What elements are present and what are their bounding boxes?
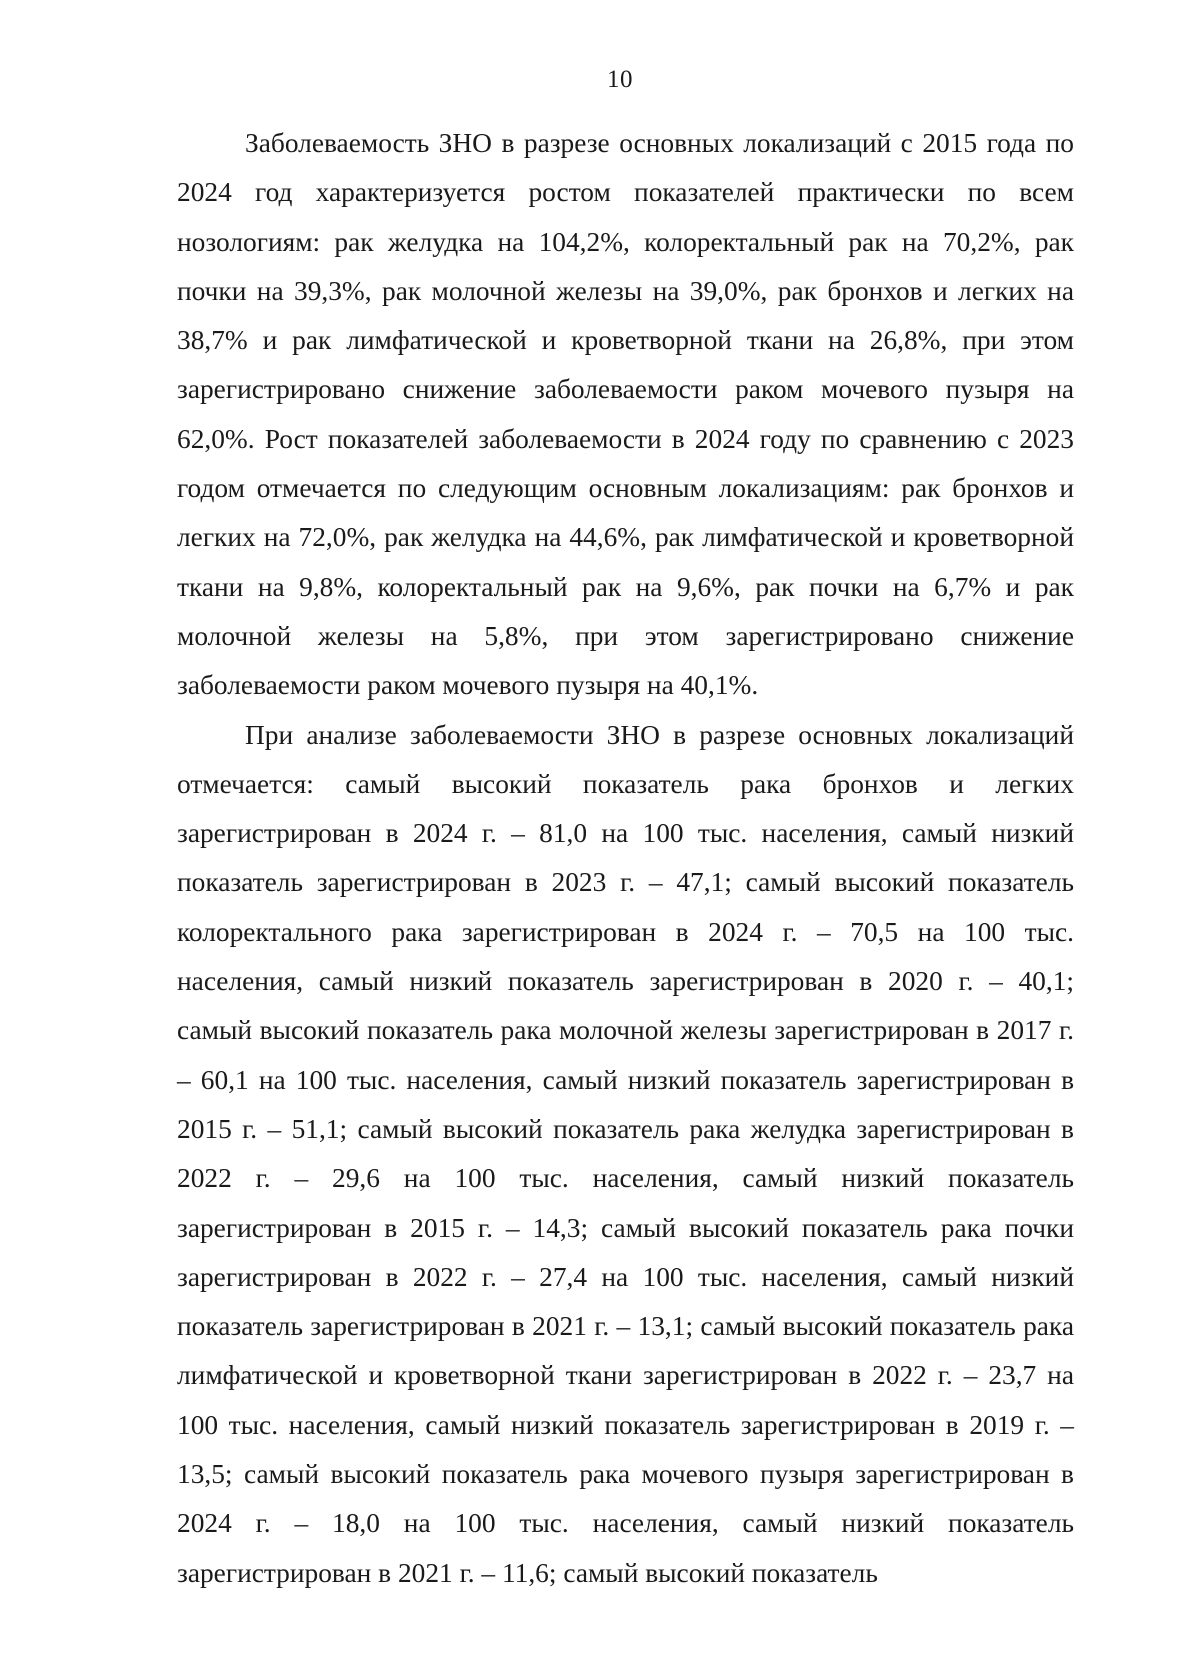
page-number: 10 xyxy=(607,66,633,93)
paragraph-incidence-analysis: При анализе заболеваемости ЗНО в разрезе основных локализаций отмечается: самый высокий показатель рака бронхов и легких зарегистрирован в 2024 г. – 81,0 на 100 тыс. населения, самый низкий показатель зарегистрирован в 2023 г. – 47,1; самый высокий показатель колоректального рака зарегистрирован в 2024 г. – 70,5 на 100 тыс. населения, самый низкий показатель зарегистрирован в 2020 г. – 40,1; самый высокий показатель рака молочной железы зарегистрирован в 2017 г. – 60,1 на 100 тыс. населения, самый низкий показатель зарегистрирован в 2015 г. – 51,1; самый высокий показатель рака желудка зарегистрирован в 2022 г. – 29,6 на 100 тыс. населения, самый низкий показатель зарегистрирован в 2015 г. – 14,3; самый высокий показатель рака почки зарегистрирован в 2022 г. – 27,4 на 100 тыс. населения, самый низкий показатель зарегистрирован в 2021 г. – 13,1; самый высокий показатель рака лимфатической и кроветворной ткани зарегистрирован в 2022 г. – 23,7 на 100 тыс. населения, самый низкий показатель зарегистрирован в 2019 г. – 13,5; самый высокий показатель рака мочевого пузыря зарегистрирован в 2024 г. – 18,0 на 100 тыс. населения, самый низкий показатель зарегистрирован в 2021 г. – 11,6; самый высокий показатель xyxy=(177,719,1074,1588)
paragraph-incidence-growth: Заболеваемость ЗНО в разрезе основных локализаций с 2015 года по 2024 год характеризуется ростом показателей практически по всем нозологиям: рак желудка на 104,2%, колоректальный рак на 70,2%, рак почки на 39,3%, рак молочной железы на 39,0%, рак бронхов и легких на 38,7% и рак лимфатической и кроветворной ткани на 26,8%, при этом зарегистрировано снижение заболеваемости раком мочевого пузыря на 62,0%. Рост показателей заболеваемости в 2024 году по сравнению с 2023 годом отмечается по следующим основным локализациям: рак бронхов и легких на 72,0%, рак желудка на 44,6%, рак лимфатической и кроветворной ткани на 9,8%, колоректальный рак на 9,6%, рак почки на 6,7% и рак молочной железы на 5,8%, при этом зарегистрировано снижение заболеваемости раком мочевого пузыря на 40,1%. xyxy=(177,128,1074,701)
body-text xyxy=(177,119,1074,1598)
